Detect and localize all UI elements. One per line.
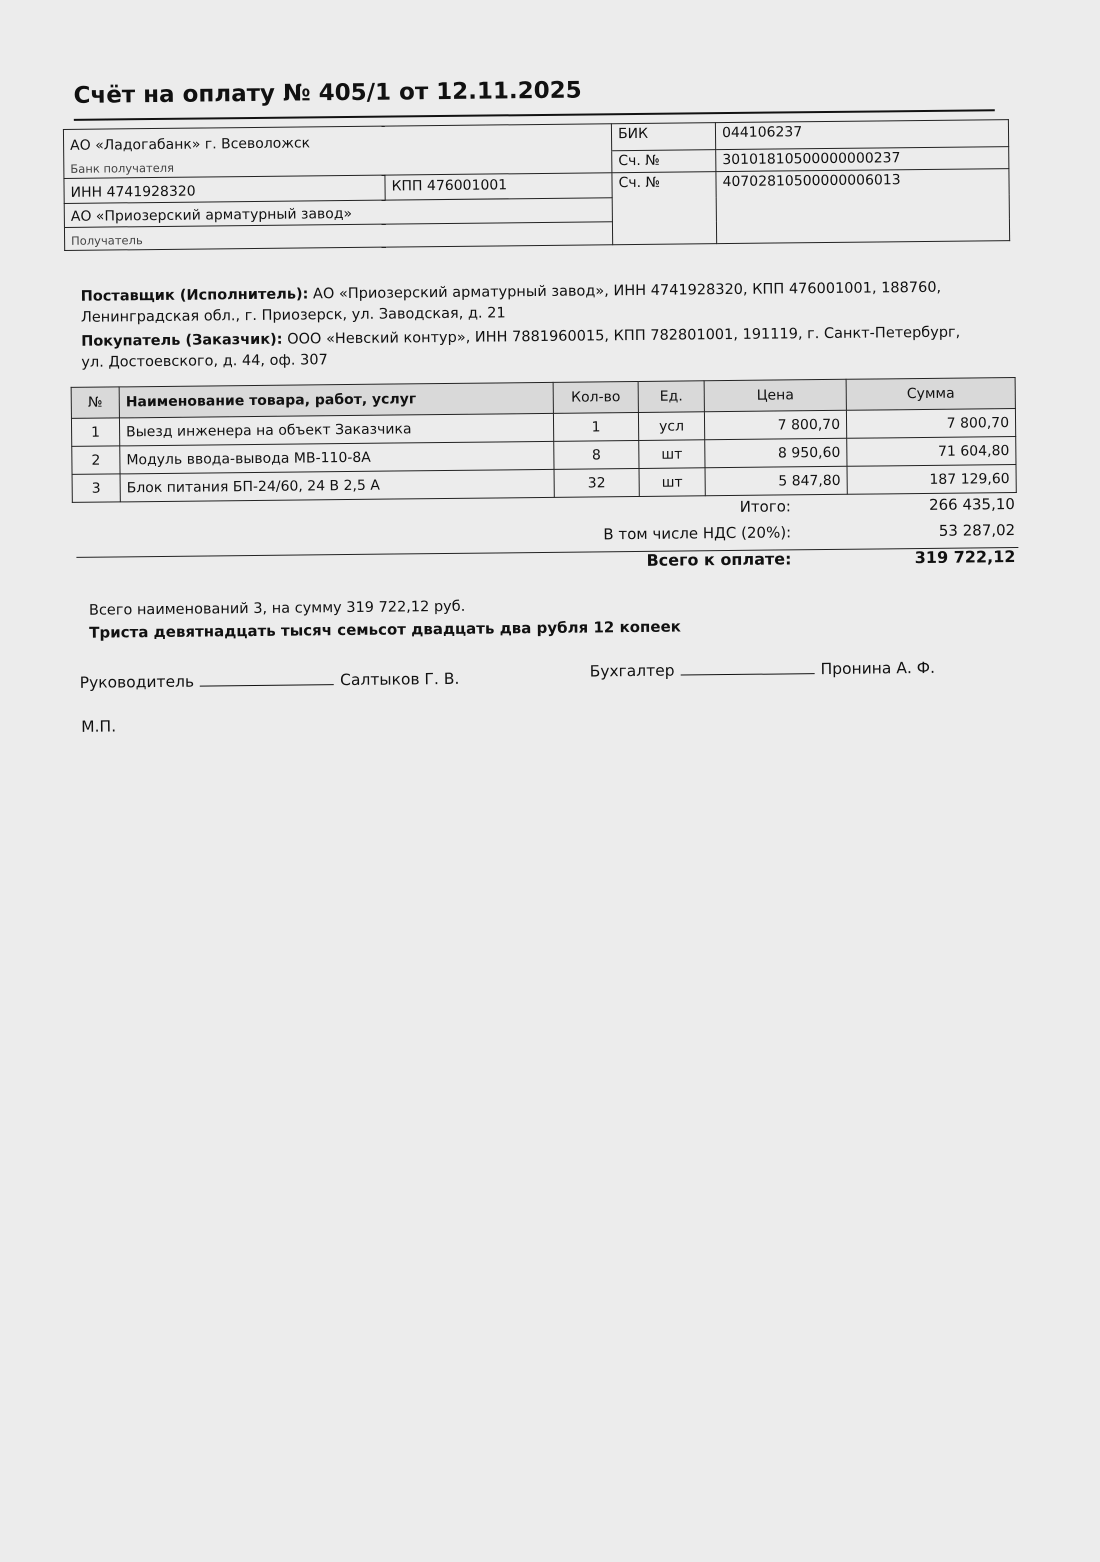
- director-signature: [80, 669, 460, 692]
- corr-account-value: 30101810500000000237: [716, 146, 1009, 172]
- cell-qty: 8: [554, 440, 639, 469]
- vat-value: 53 287,02: [938, 521, 1016, 540]
- cell-name: Выезд инженера на объект Заказчика: [119, 413, 553, 446]
- cell-sum: 71 604,80: [847, 437, 1016, 467]
- cell-qty: 1: [553, 412, 638, 441]
- recipient-caption: Получатель: [64, 222, 612, 251]
- director-name: Салтыков Г. В.: [340, 669, 460, 690]
- cell-no: 3: [72, 474, 120, 503]
- title-underline: [74, 109, 995, 121]
- cell-price: 8 950,60: [705, 438, 847, 467]
- bank-name-caption: Банк получателя: [64, 150, 612, 178]
- kpp-value: КПП 476001001: [385, 173, 612, 200]
- buyer-label: Покупатель (Заказчик):: [81, 331, 283, 350]
- cell-price: 5 847,80: [705, 466, 847, 495]
- col-header-sum: Сумма: [846, 378, 1015, 411]
- account-value: 40702810500000006013: [716, 169, 1010, 244]
- accountant-signature-line: [680, 659, 814, 675]
- col-header-name: Наименование товара, работ, услуг: [119, 382, 553, 418]
- grand-total-label: Всего к оплате:: [646, 548, 792, 570]
- recipient-name: АО «Приозерский арматурный завод»: [64, 198, 612, 228]
- supplier-line: [81, 278, 961, 329]
- buyer-line: [81, 323, 961, 374]
- cell-no: 1: [71, 418, 119, 447]
- cell-unit: усл: [638, 412, 704, 441]
- bank-name: АО «Ладогабанк» г. Всеволожск: [63, 124, 611, 156]
- stamp-place: М.П.: [81, 717, 117, 736]
- cell-name: Модуль ввода-вывода МВ-110-8А: [120, 441, 554, 474]
- grand-total-value: 319 722,12: [914, 546, 1016, 567]
- subtotal-label: Итого:: [739, 497, 792, 516]
- corr-account-label: Сч. №: [612, 149, 716, 173]
- accountant-label: Бухгалтер: [589, 661, 675, 681]
- cell-qty: 32: [554, 468, 639, 497]
- inn-value: ИНН 4741928320: [64, 175, 385, 203]
- accountant-name: Пронина А. Ф.: [820, 658, 936, 679]
- account-label: Сч. №: [612, 172, 717, 245]
- items-table: [71, 377, 1017, 503]
- subtotal-value: 266 435,10: [928, 495, 1016, 514]
- amount-in-words: Триста девятнадцать тысяч семьсот двадцать два рубля 12 копеек: [89, 617, 681, 642]
- totals-block: [521, 491, 1016, 574]
- cell-unit: шт: [639, 440, 705, 469]
- accountant-signature: [590, 658, 936, 681]
- summary-count-line: Всего наименований 3, на сумму 319 722,12 руб.: [88, 598, 466, 619]
- director-label: Руководитель: [79, 672, 195, 692]
- cell-name: Блок питания БП-24/60, 24 В 2,5 А: [120, 469, 554, 502]
- cell-price: 7 800,70: [704, 410, 846, 439]
- cell-sum: 187 129,60: [847, 465, 1016, 495]
- col-header-no: №: [71, 387, 119, 419]
- supplier-label: Поставщик (Исполнитель):: [80, 286, 309, 305]
- col-header-price: Цена: [704, 379, 846, 411]
- bik-value: 044106237: [715, 120, 1008, 150]
- cell-unit: шт: [639, 468, 705, 497]
- vat-label: В том числе НДС (20%):: [603, 523, 792, 544]
- cell-no: 2: [72, 446, 120, 475]
- buyer-text: ООО «Невский контур», ИНН 7881960015, КПП 782801001, 191119, г. Санкт-Петербург, ул. Достоевского, д. 44, оф. 307: [81, 324, 961, 371]
- director-signature-line: [200, 670, 334, 686]
- document-title: Счёт на оплату № 405/1 от 12.11.2025: [73, 77, 582, 109]
- cell-sum: 7 800,70: [846, 409, 1015, 439]
- bank-details-table: [63, 119, 1010, 251]
- col-header-unit: Ед.: [638, 381, 704, 413]
- supplier-text: АО «Приозерский арматурный завод», ИНН 4741928320, КПП 476001001, 188760, Ленинградская обл., г. Приозерск, ул. Заводская, д. 21: [80, 279, 942, 326]
- parties-block: [81, 278, 962, 377]
- summary-block: [89, 594, 681, 644]
- col-header-qty: Кол-во: [553, 381, 638, 413]
- bik-label: БИК: [611, 123, 715, 151]
